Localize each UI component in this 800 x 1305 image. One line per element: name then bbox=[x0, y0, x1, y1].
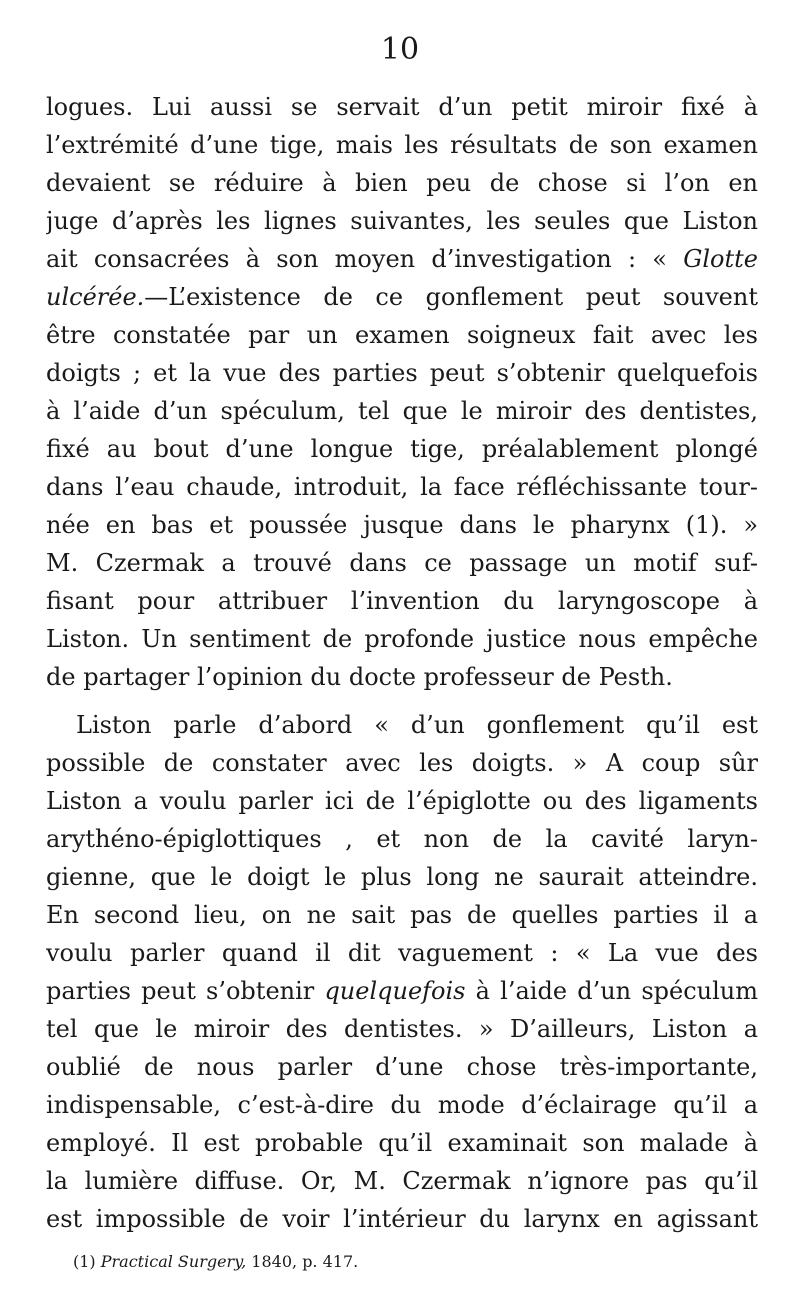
text-line: à l’aide d’un spéculum, tel que le miroir des dentistes, bbox=[46, 397, 758, 425]
footnote-title: Practical Surgery, bbox=[100, 1252, 247, 1271]
text-line: ait consacrées à son moyen d’investigation : « Glotte bbox=[46, 245, 758, 273]
text-line: être constatée par un examen soigneux fait avec les bbox=[46, 321, 758, 349]
text-line: tel que le miroir des dentistes. » D’ailleurs, Liston a bbox=[46, 1015, 758, 1043]
text-line: En second lieu, on ne sait pas de quelles parties il a bbox=[46, 901, 758, 929]
text-line: de partager l’opinion du docte professeur de Pesth. bbox=[46, 663, 673, 691]
text-line: M. Czermak a trouvé dans ce passage un motif suf- bbox=[46, 549, 758, 577]
text-line: possible de constater avec les doigts. » A coup sûr bbox=[46, 749, 758, 777]
text-line: gienne, que le doigt le plus long ne saurait atteindre. bbox=[46, 863, 758, 891]
text-line: employé. Il est probable qu’il examinait son malade à bbox=[46, 1129, 758, 1157]
text-line: oublié de nous parler d’une chose très-importante, bbox=[46, 1053, 758, 1081]
text-line: parties peut s’obtenir quelquefois à l’aide d’un spéculum bbox=[46, 977, 758, 1005]
text-line: Liston parle d’abord « d’un gonflement qu’il est bbox=[76, 711, 758, 739]
text-line: voulu parler quand il dit vaguement : « La vue des bbox=[46, 939, 758, 967]
footnote bbox=[73, 1250, 358, 1274]
text-line: fixé au bout d’une longue tige, préalablement plongé bbox=[46, 435, 758, 463]
text-line: est impossible de voir l’intérieur du larynx en agissant bbox=[46, 1205, 758, 1233]
text-line: dans l’eau chaude, introduit, la face réfléchissante tour- bbox=[46, 473, 758, 501]
text-line: Liston a voulu parler ici de l’épiglotte ou des ligaments bbox=[46, 787, 758, 815]
text-line: l’extrémité d’une tige, mais les résultats de son examen bbox=[46, 131, 758, 159]
text-line: née en bas et poussée jusque dans le pharynx (1). » bbox=[46, 511, 758, 539]
text-line: ulcérée.—L’existence de ce gonflement peut souvent bbox=[46, 283, 758, 311]
text-line: devaient se réduire à bien peu de chose si l’on en bbox=[46, 169, 758, 197]
text-line: la lumière diffuse. Or, M. Czermak n’ignore pas qu’il bbox=[46, 1167, 758, 1195]
text-line: Liston. Un sentiment de profonde justice nous empêche bbox=[46, 625, 758, 653]
text-line: logues. Lui aussi se servait d’un petit miroir fixé à bbox=[46, 93, 758, 121]
text-line: fisant pour attribuer l’invention du laryngoscope à bbox=[46, 587, 758, 615]
body-text bbox=[46, 88, 758, 1238]
text-line: doigts ; et la vue des parties peut s’obtenir quelquefois bbox=[46, 359, 758, 387]
text-line: juge d’après les lignes suivantes, les seules que Liston bbox=[46, 207, 758, 235]
text-line: arythéno-épiglottiques , et non de la cavité laryn- bbox=[46, 825, 758, 853]
footnote-marker: (1) bbox=[73, 1252, 96, 1271]
page-number: 10 bbox=[380, 32, 420, 67]
footnote-citation: 1840, p. 417. bbox=[251, 1252, 359, 1271]
text-line: indispensable, c’est-à-dire du mode d’éclairage qu’il a bbox=[46, 1091, 758, 1119]
